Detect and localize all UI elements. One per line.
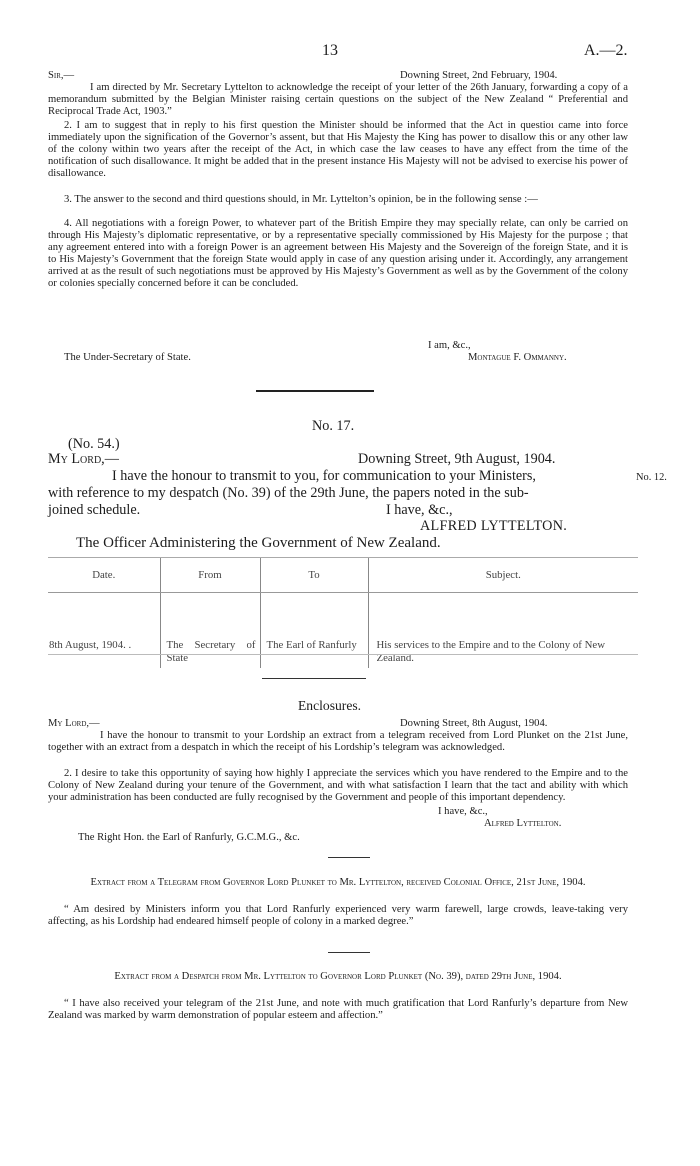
enclosure-closing: I have, &c., (438, 806, 488, 817)
letter1-paragraph-4: 4. All negotiations with a foreign Power, to whatever part of the British Empire they may specially relate, can only be carried on through His Majesty’s diplomatic representative, or by a representative specially commissioned by His Majesty for the purpose ; that any agreement entered into with a foreign Power is an agreement between His Majesty and the Sovereign of the foreign State, and it is to His Majesty’s Government that the foreign State would apply in case of any question arising under it. Accordingly, any arrangement arrived at as the result of such negotiations must be approved by His Majesty’s Government as well as by the Government of the colony or colonies specially concerned before it can be concluded. (48, 218, 628, 290)
letter1-paragraph-1: I am directed by Mr. Secretary Lyttelton to acknowledge the receipt of your letter of the 26th January, forwarding a copy of a memorandum submitted by the Belgian Minister raising certain questions on the subject of the New Zealand “ Preferential and Reciprocal Trade Act, 1903.” (48, 82, 628, 118)
table-top-rule (48, 557, 638, 558)
schedule-cell-to: The Earl of Ranfurly (260, 593, 368, 669)
no17-margin-note: No. 12. (636, 472, 667, 483)
enclosure-paragraph-2: 2. I desire to take this opportunity of saying how highly I appreciate the services which you have rendered to the Empire and to the Colony of New Zealand during your tenure of the Government, and with what satisfaction I learn that the tact and ability with which your administration has been conducted are fully recognised by the Government and people of this important dependency. (48, 768, 628, 804)
letter1-place-date: Downing Street, 2nd February, 1904. (400, 70, 558, 81)
schedule-header-subject: Subject. (368, 558, 638, 593)
extract2-title: Extract from a Despatch from Mr. Lyttelton to Governor Lord Plunket (No. 39), dated 29th June, 1904. (114, 971, 562, 982)
schedule-header-date: Date. (48, 558, 160, 593)
section-divider (262, 678, 366, 679)
schedule-cell-date: 8th August, 1904. . (49, 639, 132, 651)
schedule-header-from: From (160, 558, 260, 593)
no17-signature: ALFRED LYTTELTON. (420, 518, 568, 534)
enclosure-signature: Alfred Lyttelton. (484, 818, 562, 829)
letter1-salutation: Sir,— (48, 70, 75, 81)
extract1-body: “ Am desired by Ministers inform you that Lord Ranfurly experienced very warm farewell, large crowds, leave-taking very affecting, as his Lordship had endeared himself people of colony in a marked degree.” (48, 904, 628, 928)
letter1-paragraph-2: 2. I am to suggest that in reply to his first question the Minister should be informed that the Act in questioı came into force immediately upon the signification of the Governor’s assent, but that His Majesty the King has power to disallow this or any other law of the colony within two years after the receipt of the Act, in which case the law ceases to have any effect from the time of the notification of such disallowance. It might be added that in the present instance His Majesty will not be advised to exercise his power of disallowance. (48, 120, 628, 180)
no17-closing: I have, &c., (386, 502, 453, 518)
page-number: 13 (322, 42, 338, 59)
enclosure-paragraph-1: I have the honour to transmit to your Lordship an extract from a telegram received from Lord Plunket on the 21st June, together with an extract from a despatch in which the receipt of his Lordship’s telegram was acknowledged. (48, 730, 628, 754)
schedule-header-to: To (260, 558, 368, 593)
schedule-header-row (48, 558, 638, 593)
no17-salutation: My Lord,— (48, 451, 119, 467)
table-row (48, 593, 638, 669)
section-divider (328, 857, 370, 858)
extract2-body: “ I have also received your telegram of the 21st June, and note with much gratification that Lord Ranfurly’s departure from New Zealand was marked by warm demonstration of popular esteem and affection.” (48, 998, 628, 1022)
letter1-paragraph-3: 3. The answer to the second and third questions should, in Mr. Lyttelton’s opinion, be in the following sense :— (64, 194, 538, 205)
no17-body-line-1: I have the honour to transmit to you, for communication to your Ministers, (112, 468, 536, 484)
schedule-table (48, 558, 638, 668)
page-reference: A.—2. (584, 42, 628, 59)
schedule-cell-from: The Secretary of State (160, 593, 260, 669)
enclosure-addressee: The Right Hon. the Earl of Ranfurly, G.C.M.G., &c. (78, 832, 300, 843)
enclosure-place-date: Downing Street, 8th August, 1904. (400, 718, 548, 729)
schedule-cell-subject: His services to the Empire and to the Colony of New Zealand. (368, 593, 638, 669)
section-divider (328, 952, 370, 953)
enclosures-heading: Enclosures. (298, 698, 362, 713)
enclosure-salutation: My Lord,— (48, 718, 100, 729)
extract1-title: Extract from a Telegram from Governor Lord Plunket to Mr. Lyttelton, received Colonial Office, 21st June, 1904. (90, 877, 586, 888)
letter1-signature: Montague F. Ommanny. (468, 352, 567, 363)
section-divider (256, 390, 374, 392)
no17-body-line-3: joined schedule. (48, 502, 141, 518)
letter1-addressee: The Under-Secretary of State. (64, 352, 191, 363)
letter1-closing: I am, &c., (428, 340, 471, 351)
no17-body-line-2: with reference to my despatch (No. 39) of the 29th June, the papers noted in the sub- (48, 485, 529, 501)
no17-place-date: Downing Street, 9th August, 1904. (358, 451, 556, 467)
no17-heading: No. 17. (312, 418, 355, 434)
no17-despatch-number: (No. 54.) (68, 436, 120, 452)
no17-addressee: The Officer Administering the Government of New Zealand. (76, 535, 441, 551)
table-bottom-rule (48, 654, 638, 655)
